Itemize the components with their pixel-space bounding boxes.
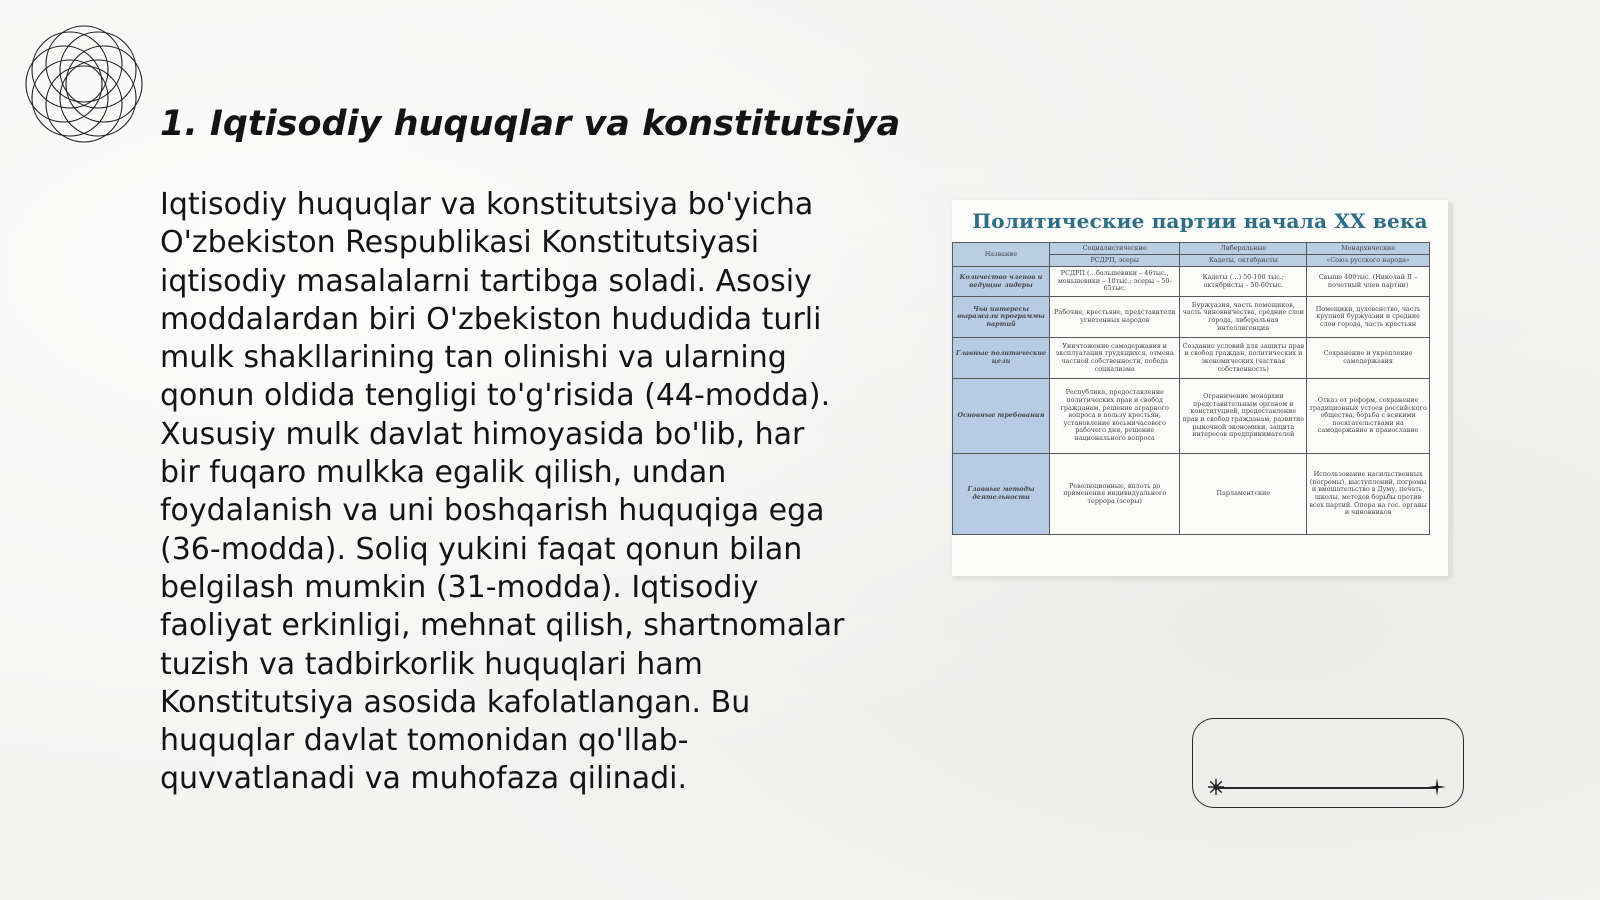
table-row <box>953 338 1430 379</box>
table-cell: Помещики, духовенство, часть крупной буржуазии и средние слои города, часть крестьян <box>1307 297 1430 338</box>
table-row-label: Количество членов и ведущие лидеры <box>953 267 1050 297</box>
table-row-label: Чьи интересы выражали программы партий <box>953 297 1050 338</box>
table-cell: Ограничение монархии представительным органом и конституцией, предоставление прав и свобод гражданам, развитие рыночной экономики, защита интересов предпринимателей <box>1180 379 1307 454</box>
table-cell: Создание условий для защиты прав и свобод граждан, политических и экономических (частная собственность) <box>1180 338 1307 379</box>
slide-progress-frame <box>1192 718 1464 808</box>
table-cell: Свыше 400тыс. (Николай II – почетный член партии) <box>1307 267 1430 297</box>
table-row <box>953 297 1430 338</box>
table-cell: Рабочие, крестьяне, представители угнетенных народов <box>1050 297 1180 338</box>
table-cell: Использование насильственных (погромы), выступлений, погромы и вмешательство в Думу, печать, школы, методов борьбы против всех партий. Опора на гос. органы и чиновников <box>1307 454 1430 535</box>
slide-body-text: Iqtisodiy huquqlar va konstitutsiya bo'yicha O'zbekiston Respublikasi Konstitutsiyasi iqtisodiy masalalarni tartibga soladi. Asosiy moddalardan biri O'zbekiston hududida turli mulk shakllarining tan olinishi va ularning qonun oldida tengligi to'g'risida (44-modda). Xususiy mulk davlat himoyasida bo'lib, har bir fuqaro mulkka egalik qilish, undan foydalanish va uni boshqarish huquqiga ega (36-modda). Soliq yukini faqat qonun bilan belgilash mumkin (31-modda). Iqtisodiy faoliyat erkinligi, mehnat qilish, shartnomalar tuzish va tadbirkorlik huquqlari ham Konstitutsiya asosida kafolatlangan. Bu huquqlar davlat tomonidan qo'llab-quvvatlanadi va muhofaza qilinadi. <box>160 187 845 797</box>
political-parties-table <box>952 242 1430 535</box>
progress-track-line <box>1215 787 1437 789</box>
table-subheader-cell: Кадеты, октябристы <box>1180 255 1307 267</box>
table-cell: Республика, предоставление политических прав и свобод гражданам, решение аграрного вопроса в пользу крестьян, установление восьмичасового рабочего дня, решение национального вопроса <box>1050 379 1180 454</box>
cross-star-icon <box>1427 777 1447 797</box>
table-cell: Кадеты (…) 50-100 тыс.; октябристы – 50-60тыс. <box>1180 267 1307 297</box>
table-cell: РСДРП (…большевики – 46тыс., меньшевики – 10тыс.; эсеры – 50-65тыс. <box>1050 267 1180 297</box>
table-header-cell: Либеральные <box>1180 243 1307 255</box>
table-cell: Буржуазия, часть помещиков, часть чиновничества, средние слои города, либеральная интеллигенция <box>1180 297 1307 338</box>
table-subheader-cell: «Союз русского народа» <box>1307 255 1430 267</box>
table-cell: Революционные, вплоть до применения индивидуального террора (эсеры) <box>1050 454 1180 535</box>
table-row <box>953 454 1430 535</box>
table-image-title: Политические партии начала XX века <box>972 209 1428 233</box>
table-cell: Отказ от реформ, сохранение традиционных устоев российского общества, борьба с всякими посягательствами на самодержавие и православие <box>1307 379 1430 454</box>
table-row <box>953 379 1430 454</box>
political-parties-table-image <box>952 200 1448 576</box>
table-cell: Уничтожение самодержавия и эксплуатации трудящихся, отмена частной собственности, победа социализма <box>1050 338 1180 379</box>
table-header-cell: Название <box>953 243 1050 267</box>
table-cell: Парламентские <box>1180 454 1307 535</box>
table-subheader-cell: РСДРП, эсеры <box>1050 255 1180 267</box>
sparkle-icon <box>1207 778 1225 796</box>
table-header-cell: Социалистические <box>1050 243 1180 255</box>
table-row-label: Основные требования <box>953 379 1050 454</box>
interlaced-circles-ornament-icon <box>10 10 158 158</box>
table-row <box>953 267 1430 297</box>
table-header-cell: Монархические <box>1307 243 1430 255</box>
table-row-label: Главные политические цели <box>953 338 1050 379</box>
slide-title: 1. Iqtisodiy huquqlar va konstitutsiya <box>160 104 901 144</box>
table-row-label: Главные методы деятельности <box>953 454 1050 535</box>
table-cell: Сохранение и укрепление самодержавия <box>1307 338 1430 379</box>
